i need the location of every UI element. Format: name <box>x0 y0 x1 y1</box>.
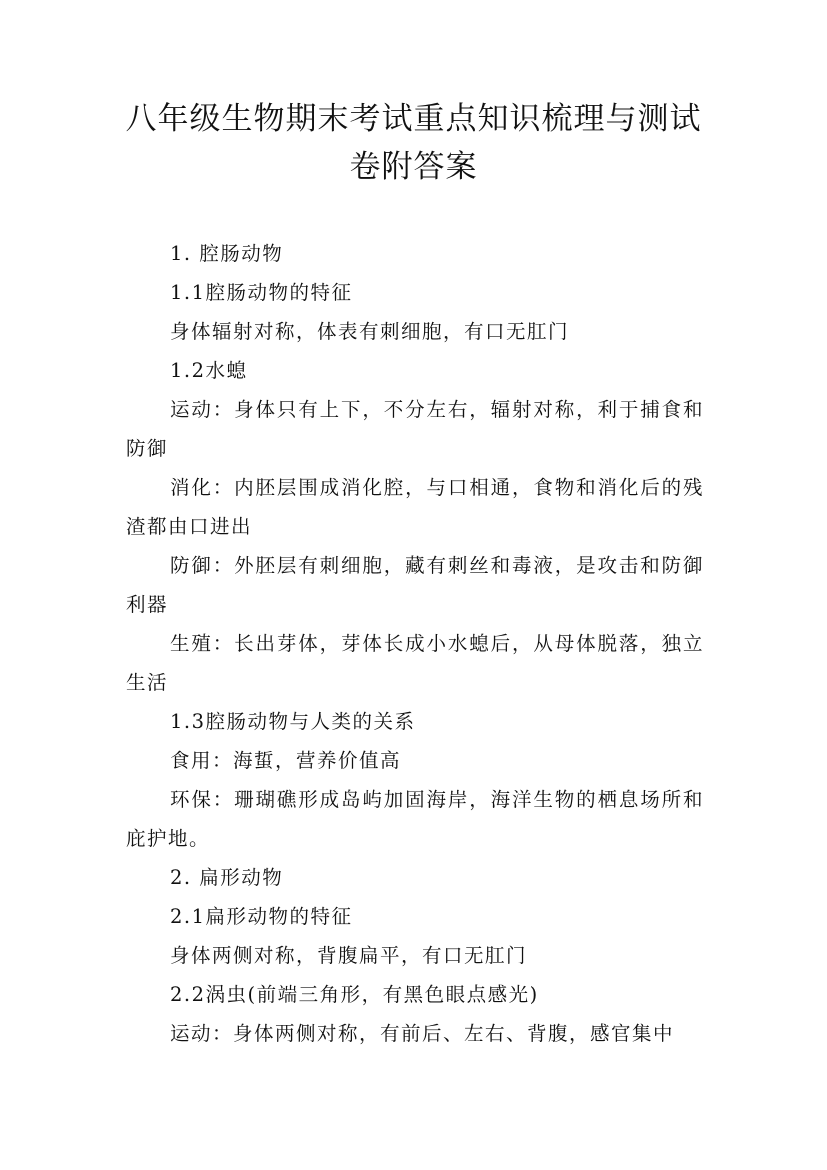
paragraph-defense: 防御：外胚层有刺细胞，藏有刺丝和毒液，是攻击和防御利器 <box>126 554 704 616</box>
paragraph: 身体辐射对称，体表有刺细胞，有口无肛门 <box>170 320 570 343</box>
paragraph-movement: 运动：身体两侧对称，有前后、左右、背腹，感官集中 <box>170 1022 675 1045</box>
heading-1-3-relation: 1.3腔肠动物与人类的关系 <box>170 710 416 733</box>
document-title <box>110 95 717 191</box>
heading-1-2-hydra: 1.2水螅 <box>170 359 248 382</box>
document-body <box>126 234 704 1053</box>
heading-2-flatworms: 2. 扁形动物 <box>170 866 284 889</box>
heading-1-coelenterates: 1. 腔肠动物 <box>170 242 284 265</box>
title-line-1: 八年级生物期末考试重点知识梳理与测试 <box>125 101 702 137</box>
heading-1-1-features: 1.1腔肠动物的特征 <box>170 281 353 304</box>
paragraph-environment: 环保：珊瑚礁形成岛屿加固海岸，海洋生物的栖息场所和庇护地。 <box>126 788 704 850</box>
heading-2-2-planarian: 2.2涡虫(前端三角形，有黑色眼点感光) <box>170 983 539 1006</box>
paragraph-reproduction: 生殖：长出芽体，芽体长成小水螅后，从母体脱落，独立生活 <box>126 632 704 694</box>
title-line-2: 卷附答案 <box>349 149 478 185</box>
paragraph: 身体两侧对称，背腹扁平，有口无肛门 <box>170 944 528 967</box>
paragraph-movement: 运动：身体只有上下，不分左右，辐射对称，利于捕食和防御 <box>126 398 704 460</box>
paragraph-digestion: 消化：内胚层围成消化腔，与口相通，食物和消化后的残渣都由口进出 <box>126 476 704 538</box>
heading-2-1-features: 2.1扁形动物的特征 <box>170 905 353 928</box>
paragraph-food: 食用：海蜇，营养价值高 <box>170 749 402 772</box>
